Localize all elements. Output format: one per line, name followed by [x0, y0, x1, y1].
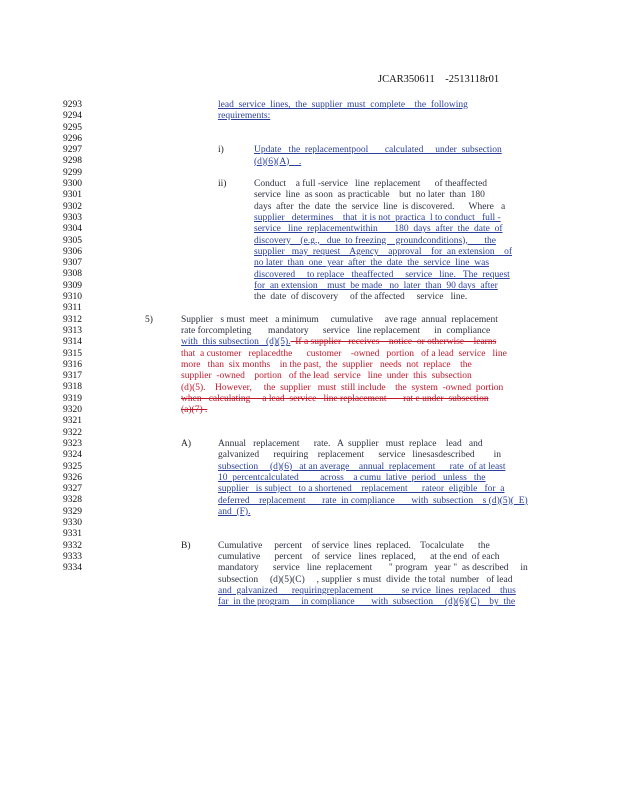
line-number: 9326 — [63, 472, 82, 483]
line-number: 9322 — [63, 427, 82, 438]
text-line: lead service lines, the supplier must complete the following — [218, 100, 468, 110]
text-line: Update the replacementpool calculated under subsection — [254, 145, 502, 156]
line-number: 9320 — [63, 405, 82, 416]
text-line: subsection (d)(5)(C) , supplier s must divide the total number of lead — [218, 574, 513, 585]
text-line: supplier is subject to a shortened replacement rateor eligible for a — [218, 484, 505, 495]
deleted-text: If a supplier receives notice or otherwise learns — [290, 337, 497, 348]
text-line: Supplier s must meet a minimum cumulative ave rage annual replacement — [181, 314, 498, 325]
text-line: more than six months in the past, the supplier needs not replace the — [181, 359, 472, 370]
line-numbers — [63, 100, 82, 574]
document-header: JCAR350611 -2513118r01 — [378, 74, 500, 85]
line-number: 9317 — [63, 371, 82, 382]
text-line: when calculating a lead service line replacement rat e under subsection — [181, 393, 489, 404]
line-number: 9306 — [63, 246, 82, 257]
text-line: supplier may request Agency approval for an extension of — [254, 246, 513, 257]
line-number: 9297 — [63, 145, 82, 156]
text-line: supplier determines that it is not practica l to conduct full - — [254, 213, 501, 223]
line-number: 9328 — [63, 495, 82, 506]
line-number: 9295 — [63, 122, 82, 133]
text-line: supplier -owned portion of the lead service line under this subsection — [181, 371, 472, 382]
inserted-text: with this subsection (d)(5). — [181, 337, 291, 348]
text-line: 10 percentcalculated across a cumu lative period unless the — [218, 472, 486, 483]
line-number: 9311 — [63, 303, 82, 314]
text-line: far in the program in compliance with subsection (d)(6)(C) by the — [218, 597, 516, 608]
text-line — [181, 337, 496, 348]
line-number: 9333 — [63, 551, 82, 562]
line-number: 9329 — [63, 506, 82, 517]
text-line: requirements: — [218, 111, 271, 122]
line-number: 9334 — [63, 563, 82, 574]
line-number: 9303 — [63, 212, 82, 223]
item-label-ii: ii) — [218, 179, 227, 190]
line-number: 9325 — [63, 461, 82, 472]
line-number: 9314 — [63, 337, 82, 348]
line-number: 9319 — [63, 393, 82, 404]
line-number: 9302 — [63, 201, 82, 212]
line-number: 9321 — [63, 416, 82, 427]
text-line: (a)(7) . — [181, 405, 208, 416]
text-line: that a customer replacedthe customer -owned portion of a lead service line — [181, 348, 507, 359]
text-line: discovery (e.g., due to freezing groundconditions), the — [254, 235, 496, 246]
text-line: service line replacementwithin 180 days after the date of — [254, 224, 503, 235]
text-line: and galvanized requiringreplacement se rvice lines replaced thus — [218, 585, 516, 596]
text-line: Cumulative percent of service lines replaced. Tocalculate the — [218, 540, 490, 551]
line-number: 9310 — [63, 292, 82, 303]
line-number: 9293 — [63, 100, 82, 110]
line-number: 9294 — [63, 111, 82, 122]
text-line: days after the date the service line is discovered. Where a — [254, 201, 506, 212]
line-number: 9298 — [63, 156, 82, 167]
text-line: (d)(6)(A) . — [254, 156, 302, 167]
line-number: 9313 — [63, 325, 82, 336]
line-number: 9300 — [63, 179, 82, 190]
line-number: 9299 — [63, 167, 82, 178]
text-line: for an extension must be made no later than 90 days after — [254, 280, 498, 291]
text-line: no later than one year after the date the service line was — [254, 258, 490, 269]
line-number: 9304 — [63, 224, 82, 235]
text-line: service line as soon as practicable but no later than 180 — [254, 190, 485, 201]
line-number: 9308 — [63, 269, 82, 280]
text-line: discovered to replace theaffected service line. The request — [254, 269, 510, 280]
line-number: 9323 — [63, 438, 82, 449]
line-number: 9318 — [63, 382, 82, 393]
item-label-5: 5) — [145, 314, 153, 325]
text-line: rate forcompleting mandatory service line replacement in compliance — [181, 326, 491, 336]
line-number: 9324 — [63, 450, 82, 461]
text-line: and (F). — [218, 506, 251, 517]
item-label-i: i) — [218, 145, 224, 156]
item-label-B: B) — [181, 540, 191, 551]
line-number: 9327 — [63, 484, 82, 495]
text-line: mandatory service line replacement " program year " as described in — [218, 563, 528, 574]
line-number: 9309 — [63, 280, 82, 291]
line-number: 9305 — [63, 235, 82, 246]
text-line: (d)(5). However, the supplier must still include the system -owned portion — [181, 382, 504, 393]
line-number: 9307 — [63, 258, 82, 269]
text-line: subsection (d)(6) at an average annual replacement rate of at least — [218, 461, 506, 472]
item-label-A: A) — [181, 439, 192, 449]
line-number: 9315 — [63, 348, 82, 359]
text-line: the date of discovery of the affected service line. — [254, 292, 468, 303]
line-number: 9296 — [63, 133, 82, 144]
line-number: 9332 — [63, 540, 82, 551]
text-line: cumulative percent of service lines replaced, at the end of each — [218, 552, 500, 562]
line-number: 9312 — [63, 314, 82, 325]
text-line: Conduct a full -service line replacement of theaffected — [254, 179, 488, 190]
line-number: 9330 — [63, 517, 82, 528]
line-number: 9301 — [63, 190, 82, 201]
text-line: Annual replacement rate. A supplier must replace lead and — [218, 439, 483, 449]
text-line: deferred replacement rate in compliance with subsection s (d)(5)( E) — [218, 495, 528, 506]
text-line: galvanized requiring replacement service linesasdescribed in — [218, 450, 502, 461]
line-number: 9316 — [63, 359, 82, 370]
line-number: 9331 — [63, 529, 82, 540]
